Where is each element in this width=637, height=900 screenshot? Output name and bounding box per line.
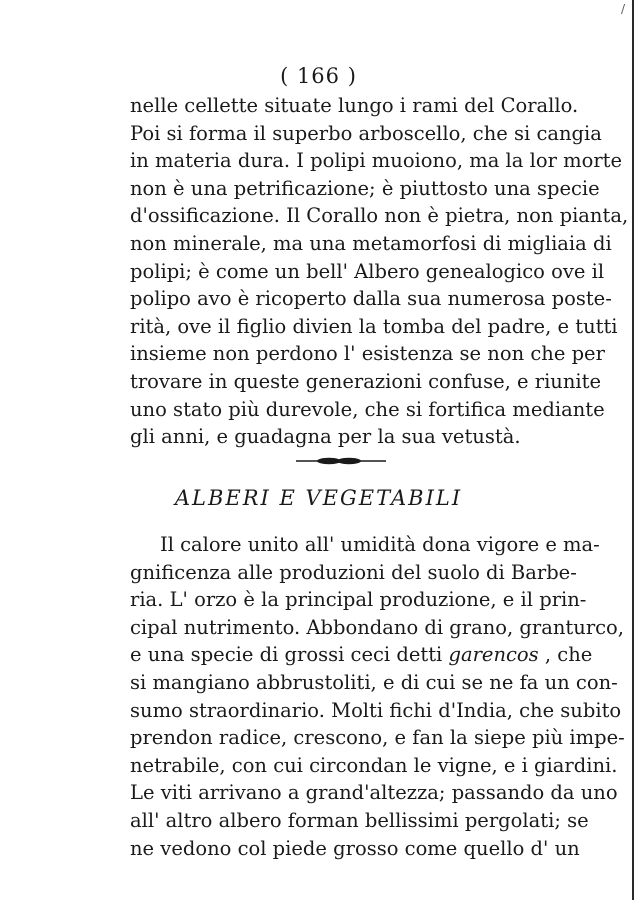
text-line: polipi; è come un bell' Albero genealogico ove il (130, 259, 605, 283)
text-segment: e una specie di grossi ceci detti (130, 643, 443, 667)
text-line: polipo avo è ricoperto dalla sua numerosa poste- (130, 287, 612, 311)
paragraph-coral (130, 92, 629, 451)
text-line: insieme non perdono l' esistenza se non che per (130, 342, 605, 366)
text-line (130, 641, 593, 669)
text-line: d'ossificazione. Il Corallo non è pietra, non pianta, (130, 204, 629, 228)
text-line: cipal nutrimento. Abbondano di grano, granturco, (130, 615, 624, 639)
text-line: non è una petrificazione; è piuttosto una specie (130, 176, 600, 200)
text-line: Poi si forma il superbo arboscello, che si cangia (130, 121, 602, 145)
text-line: in materia dura. I polipi muoiono, ma la lor morte (130, 149, 623, 173)
paragraph-trees (130, 531, 625, 862)
text-line: nelle cellette situate lungo i rami del Corallo. (130, 94, 579, 117)
text-line: trovare in queste generazioni confuse, e riunite (130, 369, 602, 393)
text-line: netrabile, con cui circondan le vigne, e i giardini. (130, 753, 618, 777)
text-segment: , che (544, 643, 593, 667)
text-line: uno stato più durevole, che si fortifica mediante (130, 397, 605, 421)
text-line: gli anni, e guadagna per la sua vetustà. (130, 425, 521, 449)
text-line: si mangiano abbrustoliti, e di cui se ne fa un con- (130, 670, 618, 694)
text-line: gnificenza alle produzioni del suolo di Barbe- (130, 560, 577, 584)
text-line: Il calore unito all' umidità dona vigore e ma- (160, 533, 600, 556)
italic-term: garencos (448, 643, 539, 667)
text-line: sumo straordinario. Molti fichi d'India, che subito (130, 698, 622, 722)
section-title: ALBERI E VEGETABILI (174, 486, 463, 510)
ornament-divider (296, 454, 386, 468)
edge-mark: / (620, 2, 625, 16)
text-line: ne vedono col piede grosso come quello d' un (130, 836, 580, 860)
page-number: ( 166 ) (280, 64, 357, 88)
text-line: Le viti arrivano a grand'altezza; passando da uno (130, 781, 618, 805)
text-line: rità, ove il figlio divien la tomba del padre, e tutti (130, 314, 618, 338)
text-line: ria. L' orzo è la principal produzione, e il prin- (130, 588, 587, 612)
text-line: prendon radice, crescono, e fan la siepe più impe- (130, 726, 625, 750)
page-edge-line (632, 0, 634, 900)
text-line: all' altro albero forman bellissimi pergolati; se (130, 808, 589, 832)
text-line: non minerale, ma una metamorfosi di migliaia di (130, 231, 612, 255)
